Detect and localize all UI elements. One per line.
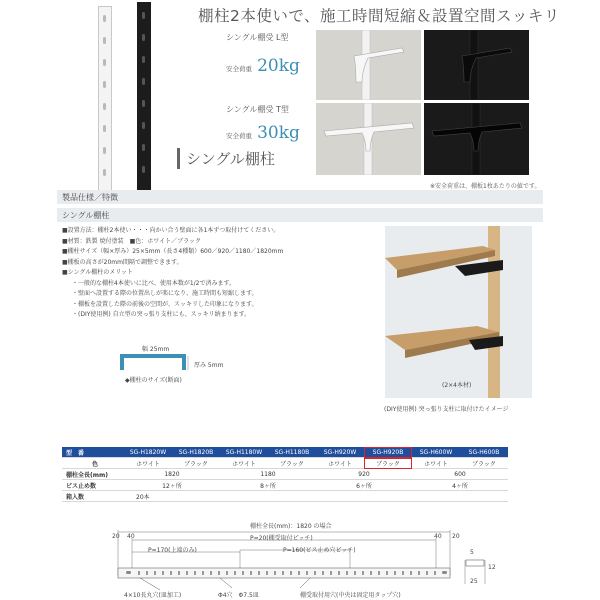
mounting-hole [418,571,420,575]
spec-subsection-bar [57,208,543,222]
diy-photo-caption: (DIY使用例) 突っ張り支柱に取付けたイメージ [384,406,509,413]
black-rail [137,2,151,192]
section-width-label: 幅 25mm [142,346,170,353]
spec-bullet: ■棚板の高さが20mm間隔で調整できます。 [62,258,183,266]
color-cell: ホワイト [316,458,364,469]
color-cell: ホワイト [124,458,172,469]
t-type-white-photo [316,103,421,175]
mounting-hole [362,571,364,575]
length-cell: 1820 [124,469,220,480]
t-type-load [226,123,300,143]
mounting-hole [202,571,204,575]
dim-p170: P=170(上端のみ) [148,547,197,554]
rail-holes-black [137,2,151,192]
row-label: 棚柱全長(mm) [62,469,124,480]
mounting-hole [146,571,148,575]
l-type-load-prefix: 安全荷重 [226,65,252,73]
dim-left-20: 20 [112,533,120,540]
color-cell-highlighted: ブラック [364,458,412,469]
mounting-hole [314,571,316,575]
headline: 棚柱2本使いで、施工時間短縮＆設置空間スッキリ [198,7,560,25]
mounting-hole [426,571,428,575]
rail-cross-section [118,352,198,374]
section-thickness-label: 厚み 5mm [194,362,224,369]
l-type-load [226,56,300,76]
mounting-hole [226,571,228,575]
screw-cell: 8ヶ所 [220,480,316,491]
table-row-length [62,469,508,480]
mounting-hole [186,571,188,575]
dim-side-5: 5 [470,549,474,556]
spec-section-title: 製品仕様／特徴 [62,193,118,202]
spec-bullet: ■設置方法：棚柱2本使い・・・向かい合う壁面に各1本ずつ取付けてください。 [62,227,280,234]
table-row-color [62,458,508,469]
load-note: ※安全荷重は、棚板1枚あたりの値です。 [430,183,541,190]
model-cell: SG-H1180B [268,447,316,458]
note-mount-hole: 棚受取付用穴(中央は固定用タップ穴) [300,592,401,599]
l-type-load-value: 20kg [257,56,300,76]
rail-holes-white [99,7,111,193]
mounting-hole [346,571,348,575]
mounting-hole [178,571,180,575]
mounting-hole [170,571,172,575]
row-label: 色 [62,458,124,469]
note-slot-hole: 4×10長丸穴(皿加工) [124,592,182,599]
mounting-hole [338,571,340,575]
mounting-hole [378,571,380,575]
model-cell: SG-H1820W [124,447,172,458]
diagram-title: 棚柱全長(mm)：1820 の場合 [250,523,332,530]
mounting-hole [258,571,260,575]
row-label: ビス止め数 [62,480,124,491]
length-cell: 600 [412,469,508,480]
model-cell: SG-H920W [316,447,364,458]
t-type-load-value: 30kg [257,123,300,143]
mounting-hole [322,571,324,575]
mounting-hole [394,571,396,575]
spec-table [62,447,508,502]
spec-bullet: ・壁面へ設置する際の位置出しが楽になり、施工時間も短縮します。 [72,290,258,297]
mounting-hole [330,571,332,575]
mounting-hole [138,571,140,575]
screw-cell: 4ヶ所 [412,480,508,491]
mounting-hole [354,571,356,575]
mounting-hole [386,571,388,575]
dim-pitch-20: P=20(棚受取付ピッチ) [250,535,313,542]
mounting-hole [218,571,220,575]
mounting-hole [162,571,164,575]
spec-bullet-list [62,226,362,321]
mounting-hole [410,571,412,575]
mounting-hole [282,571,284,575]
model-cell: SG-H600W [412,447,460,458]
mounting-hole [402,571,404,575]
spec-bullet: ・一般的な棚柱4本使いに比べ、使用本数が1/2で済みます。 [72,279,235,287]
length-cell: 920 [316,469,412,480]
spec-bullet: ■棚柱サイズ（幅×厚み）25×5mm（長さ4種類）600／920／1180／1820mm [62,248,284,255]
color-cell: ホワイト [412,458,460,469]
l-type-white-photo [316,30,421,100]
spec-subsection-title: シングル棚柱 [62,211,110,220]
note-round-hole: Φ4穴 Φ7.5皿 [218,592,259,599]
white-rail [98,6,112,194]
mounting-hole [242,571,244,575]
screw-cell: 6ヶ所 [316,480,412,491]
t-type-label: シングル棚受 T型 [226,105,289,114]
color-cell: ブラック [172,458,220,469]
single-rail-title: シングル棚柱 [177,148,275,169]
spec-bullet: ■材質：鉄製 焼付塗装 ■色：ホワイト／ブラック [62,237,201,245]
table-row-model [62,447,508,458]
t-type-black-photo [424,103,529,175]
color-cell: ホワイト [220,458,268,469]
mounting-hole [210,571,212,575]
screw-cell: 12ヶ所 [124,480,220,491]
box-qty-cell: 20本 [124,491,508,502]
model-cell-highlighted: SG-H920B [364,447,412,458]
table-row-box [62,491,508,502]
diy-example-photo [385,226,532,398]
l-type-label: シングル棚受 L型 [226,33,289,42]
mounting-hole [194,571,196,575]
spec-bullet: ■シングル棚柱のメリット [62,269,133,276]
mounting-hole [154,571,156,575]
dim-side-12: 12 [488,564,496,571]
model-cell: SG-H1820B [172,447,220,458]
mounting-hole [274,571,276,575]
table-row-screws [62,480,508,491]
model-cell: SG-H1180W [220,447,268,458]
mounting-hole [370,571,372,575]
mounting-hole [298,571,300,575]
spec-bullet: ・棚板を設置した際の前後の空間が、スッキリした印象になります。 [72,300,258,308]
dim-left-40: 40 [127,533,135,540]
l-type-black-photo [424,30,529,100]
row-label: 型 番 [62,447,124,458]
color-cell: ブラック [268,458,316,469]
mounting-hole [306,571,308,575]
color-cell: ブラック [460,458,508,469]
row-label: 箱入数 [62,491,124,502]
mounting-hole [434,571,436,575]
dim-p160: P=160(ビス止め穴ピッチ) [283,547,356,554]
mounting-hole [234,571,236,575]
model-cell: SG-H600B [460,447,508,458]
t-type-load-prefix: 安全荷重 [226,132,252,140]
mounting-hole [290,571,292,575]
section-caption: ◆棚柱のサイズ(断面) [125,377,182,384]
dim-right-40: 40 [434,533,442,540]
diy-photo-note: (2×4本材) [442,382,472,389]
mounting-hole [266,571,268,575]
dim-side-25: 25 [470,578,478,585]
dim-right-20: 20 [452,533,460,540]
length-cell: 1180 [220,469,316,480]
spec-section-bar [57,190,543,204]
mounting-hole [250,571,252,575]
spec-bullet: ・(DIY使用例) 自立型の突っ張り支柱にも、スッキリ納まります。 [72,311,251,318]
